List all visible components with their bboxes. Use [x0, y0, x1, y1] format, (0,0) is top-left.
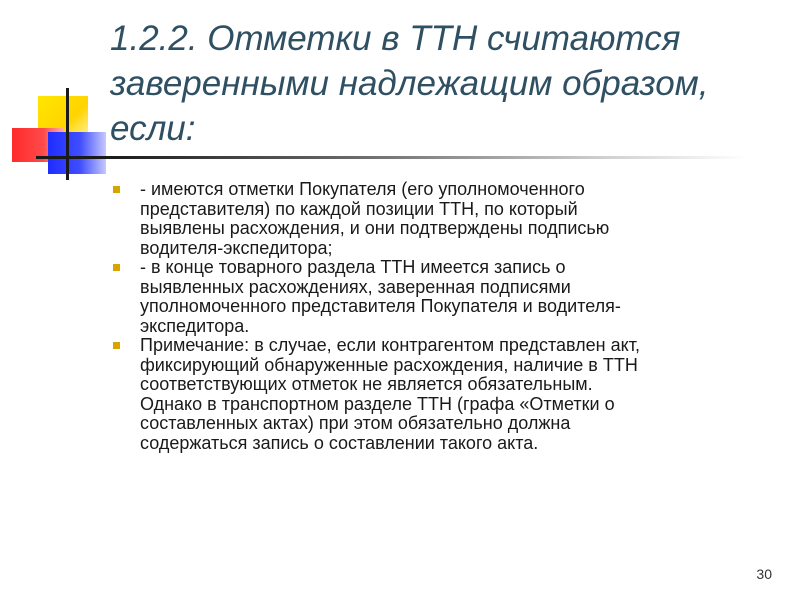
bullet-item: [110, 336, 786, 453]
bullet-item: [110, 258, 786, 336]
bullet-line: - в конце товарного раздела ТТН имеется запись о: [140, 257, 566, 277]
bullet-line: составленных актах) при этом обязательно должна: [140, 413, 571, 433]
slide-title-line: 1.2.2. Отметки в ТТН считаются: [110, 19, 681, 58]
bullet-line: содержаться запись о составлении такого акта.: [140, 432, 539, 453]
square-bullet-icon: [113, 264, 120, 271]
bullet-line: выявлены расхождения, и они подтверждены подписью: [140, 218, 610, 238]
bullet-line: уполномоченного представителя Покупателя и водителя-: [140, 296, 621, 316]
title-divider-line: [36, 156, 748, 159]
page-number: 30: [756, 566, 772, 582]
bullet-line: соответствующих отметок не является обязательным.: [140, 374, 593, 394]
bullet-line: Примечание: в случае, если контрагентом представлен акт,: [140, 335, 640, 355]
decor-blue-square: [48, 132, 106, 174]
slide-title: [110, 16, 750, 151]
bullet-line: выявленных расхождениях, заверенная подписями: [140, 276, 571, 297]
slide-title-line: заверенными надлежащим образом,: [110, 64, 709, 103]
square-bullet-icon: [113, 186, 120, 193]
decor-vertical-line: [66, 88, 69, 180]
bullet-line: - имеются отметки Покупателя (его уполномоченного: [140, 179, 585, 199]
bullet-line: фиксирующий обнаруженные расхождения, наличие в ТТН: [140, 354, 638, 375]
bullet-line: экспедитора.: [140, 315, 250, 336]
bullet-item: [110, 180, 786, 258]
bullet-line: представителя) по каждой позиции ТТН, по который: [140, 198, 578, 219]
bullet-line: водителя-экспедитора;: [140, 237, 333, 258]
bullet-line: Однако в транспортном разделе ТТН (графа «Отметки о: [140, 393, 615, 414]
square-bullet-icon: [113, 342, 120, 349]
bullet-list: [110, 180, 786, 453]
slide-title-line: если:: [110, 109, 196, 148]
